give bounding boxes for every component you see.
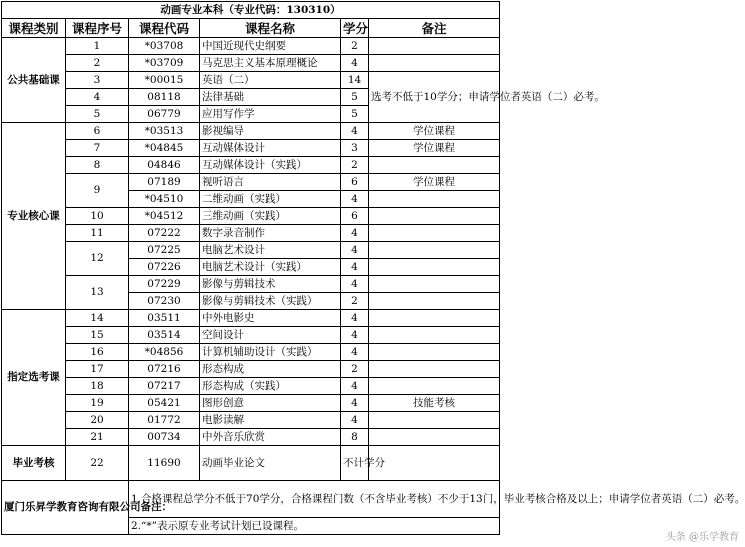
cell-name: 三维动画（实践）: [200, 208, 341, 225]
cell-name: 影像与剪辑技术（实践）: [200, 293, 341, 310]
cell-code: 07226: [129, 259, 200, 276]
cell-credit: 4: [341, 242, 369, 259]
cell-code: *03709: [129, 55, 200, 72]
cell-code: 06779: [129, 106, 200, 123]
header-name: 课程名称: [200, 19, 341, 38]
cell-remark: [369, 446, 500, 481]
cell-code: 05421: [129, 395, 200, 412]
cell-remark: [369, 378, 500, 395]
cell-seq: 6: [66, 123, 129, 140]
remark-skill-exam: 技能考核: [369, 395, 500, 412]
cell-credit: 8: [341, 429, 369, 446]
cell-seq: 9: [66, 174, 129, 208]
cell-code: 07222: [129, 225, 200, 242]
cell-seq: 20: [66, 412, 129, 429]
cell-name: 法律基础: [200, 89, 341, 106]
cell-seq: 11: [66, 225, 129, 242]
cell-credit: 4: [341, 225, 369, 242]
header-code: 课程代码: [129, 19, 200, 38]
cell-credit: 3: [341, 140, 369, 157]
cell-credit: 6: [341, 208, 369, 225]
cell-name: 影像与剪辑技术: [200, 276, 341, 293]
cell-code: 08118: [129, 89, 200, 106]
cell-name: 视听语言: [200, 174, 341, 191]
cell-name: 应用写作学: [200, 106, 341, 123]
cell-code: 01772: [129, 412, 200, 429]
watermark: 头条 @乐学教育: [665, 532, 739, 543]
cell-code: *04845: [129, 140, 200, 157]
cell-code: 07189: [129, 174, 200, 191]
cell-remark: [369, 191, 500, 208]
cell-seq: 10: [66, 208, 129, 225]
cell-seq: 19: [66, 395, 129, 412]
cell-name: 形态构成: [200, 361, 341, 378]
cell-name: 计算机辅助设计（实践）: [200, 344, 341, 361]
cell-name: 形态构成（实践）: [200, 378, 341, 395]
cell-name: 图形创意: [200, 395, 341, 412]
cell-credit: 4: [341, 395, 369, 412]
cell-seq: 18: [66, 378, 129, 395]
footer-note-2: 2.“*”表示原专业考试计划已设课程。: [129, 518, 500, 535]
cell-seq: 3: [66, 72, 129, 89]
cell-name: 互动媒体设计: [200, 140, 341, 157]
cell-credit: 4: [341, 276, 369, 293]
cell-credit: 14: [341, 72, 369, 89]
cell-code: *00015: [129, 72, 200, 89]
cell-credit: 4: [341, 191, 369, 208]
cell-credit: 4: [341, 378, 369, 395]
table-row: [2, 412, 500, 429]
footer-company-label: 厦门乐昇学教育咨询有限公司备注：: [2, 481, 129, 535]
table-row: [2, 310, 500, 327]
cell-name: 动画毕业论文: [200, 446, 341, 481]
table-row: [2, 446, 500, 481]
table-row: [2, 140, 500, 157]
cell-seq: 2: [66, 55, 129, 72]
table-row: [2, 123, 500, 140]
cell-remark: [369, 310, 500, 327]
cell-remark: [369, 412, 500, 429]
cell-code: *04512: [129, 208, 200, 225]
cell-credit: 2: [341, 361, 369, 378]
cell-remark: [369, 327, 500, 344]
cell-name: 数字录音制作: [200, 225, 341, 242]
cell-seq: 8: [66, 157, 129, 174]
cell-credit: 4: [341, 344, 369, 361]
cell-code: 07217: [129, 378, 200, 395]
header-seq: 课程序号: [66, 19, 129, 38]
cell-seq: 21: [66, 429, 129, 446]
cell-credit: 4: [341, 327, 369, 344]
cell-remark: [369, 276, 500, 293]
cell-name: 互动媒体设计（实践）: [200, 157, 341, 174]
footer-row: [2, 481, 500, 518]
table-row: [2, 174, 500, 191]
table-row: [2, 378, 500, 395]
remark-degree-2: 学位课程: [369, 140, 500, 157]
cell-code: 07225: [129, 242, 200, 259]
cell-code: *04856: [129, 344, 200, 361]
table-row: [2, 395, 500, 412]
cell-credit: 不计学分: [341, 446, 369, 481]
table-row: [2, 38, 500, 55]
cell-remark: [369, 429, 500, 446]
cell-code: 04846: [129, 157, 200, 174]
cell-seq: 7: [66, 140, 129, 157]
remark-public-elective: 选考不低于10学分；申请学位者英语（二）必考。: [369, 72, 500, 123]
cell-seq: 16: [66, 344, 129, 361]
cell-remark: [369, 157, 500, 174]
remark-degree-1: 学位课程: [369, 123, 500, 140]
cell-credit: 2: [341, 293, 369, 310]
table-row: [2, 429, 500, 446]
cell-seq: 1: [66, 38, 129, 55]
cell-remark: [369, 344, 500, 361]
table-row: [2, 327, 500, 344]
header-row: [2, 19, 500, 38]
category-public: 公共基础课: [2, 38, 66, 123]
cell-code: *03513: [129, 123, 200, 140]
cell-name: 空间设计: [200, 327, 341, 344]
cell-remark: [369, 55, 500, 72]
cell-remark: [369, 38, 500, 55]
cell-credit: 4: [341, 55, 369, 72]
cell-credit: 4: [341, 259, 369, 276]
table-row: [2, 55, 500, 72]
cell-seq: 12: [66, 242, 129, 276]
category-elective: 指定选考课: [2, 310, 66, 446]
table-row: [2, 72, 500, 89]
cell-name: 电脑艺术设计: [200, 242, 341, 259]
cell-name: 英语（二）: [200, 72, 341, 89]
cell-name: 影视编导: [200, 123, 341, 140]
cell-remark: [369, 361, 500, 378]
curriculum-table: [1, 1, 745, 535]
category-core: 专业核心课: [2, 123, 66, 310]
cell-code: 00734: [129, 429, 200, 446]
cell-name: 中外音乐欣赏: [200, 429, 341, 446]
cell-code: 07229: [129, 276, 200, 293]
table-row: [2, 276, 500, 293]
cell-code: 07230: [129, 293, 200, 310]
cell-remark: [369, 225, 500, 242]
table-title: 动画专业本科（专业代码：130310）: [2, 2, 500, 19]
cell-credit: 5: [341, 106, 369, 123]
cell-remark: [369, 259, 500, 276]
table-row: [2, 208, 500, 225]
cell-code: *04510: [129, 191, 200, 208]
cell-remark: [369, 293, 500, 310]
cell-name: 马克思主义基本原理概论: [200, 55, 341, 72]
cell-credit: 2: [341, 38, 369, 55]
cell-name: 二维动画（实践）: [200, 191, 341, 208]
cell-seq: 14: [66, 310, 129, 327]
cell-seq: 22: [66, 446, 129, 481]
cell-remark: [369, 242, 500, 259]
cell-credit: 6: [341, 174, 369, 191]
cell-credit: 4: [341, 310, 369, 327]
table-row: [2, 225, 500, 242]
cell-credit: 5: [341, 89, 369, 106]
cell-seq: 5: [66, 106, 129, 123]
footer-note-1: 1.合格课程总学分不低于70学分，合格课程门数（不含毕业考核）不少于13门，毕业考核合格及以上；申请学位者英语（二）必考。: [129, 481, 500, 518]
table-row: [2, 344, 500, 361]
header-category: 课程类别: [2, 19, 66, 38]
cell-remark: [369, 208, 500, 225]
cell-code: 07216: [129, 361, 200, 378]
cell-name: 电影读解: [200, 412, 341, 429]
cell-code: *03708: [129, 38, 200, 55]
header-credit: 学分: [341, 19, 369, 38]
cell-credit: 4: [341, 123, 369, 140]
cell-code: 11690: [129, 446, 200, 481]
cell-seq: 15: [66, 327, 129, 344]
category-graduation: 毕业考核: [2, 446, 66, 481]
cell-name: 中国近现代史纲要: [200, 38, 341, 55]
cell-credit: 4: [341, 412, 369, 429]
table-row: [2, 157, 500, 174]
cell-name: 电脑艺术设计（实践）: [200, 259, 341, 276]
cell-name: 中外电影史: [200, 310, 341, 327]
header-remark: 备注: [369, 19, 500, 38]
cell-seq: 4: [66, 89, 129, 106]
cell-code: 03514: [129, 327, 200, 344]
cell-code: 03511: [129, 310, 200, 327]
cell-seq: 17: [66, 361, 129, 378]
cell-credit: 2: [341, 157, 369, 174]
table-row: [2, 361, 500, 378]
remark-degree-3: 学位课程: [369, 174, 500, 191]
cell-seq: 13: [66, 276, 129, 310]
table-row: [2, 242, 500, 259]
